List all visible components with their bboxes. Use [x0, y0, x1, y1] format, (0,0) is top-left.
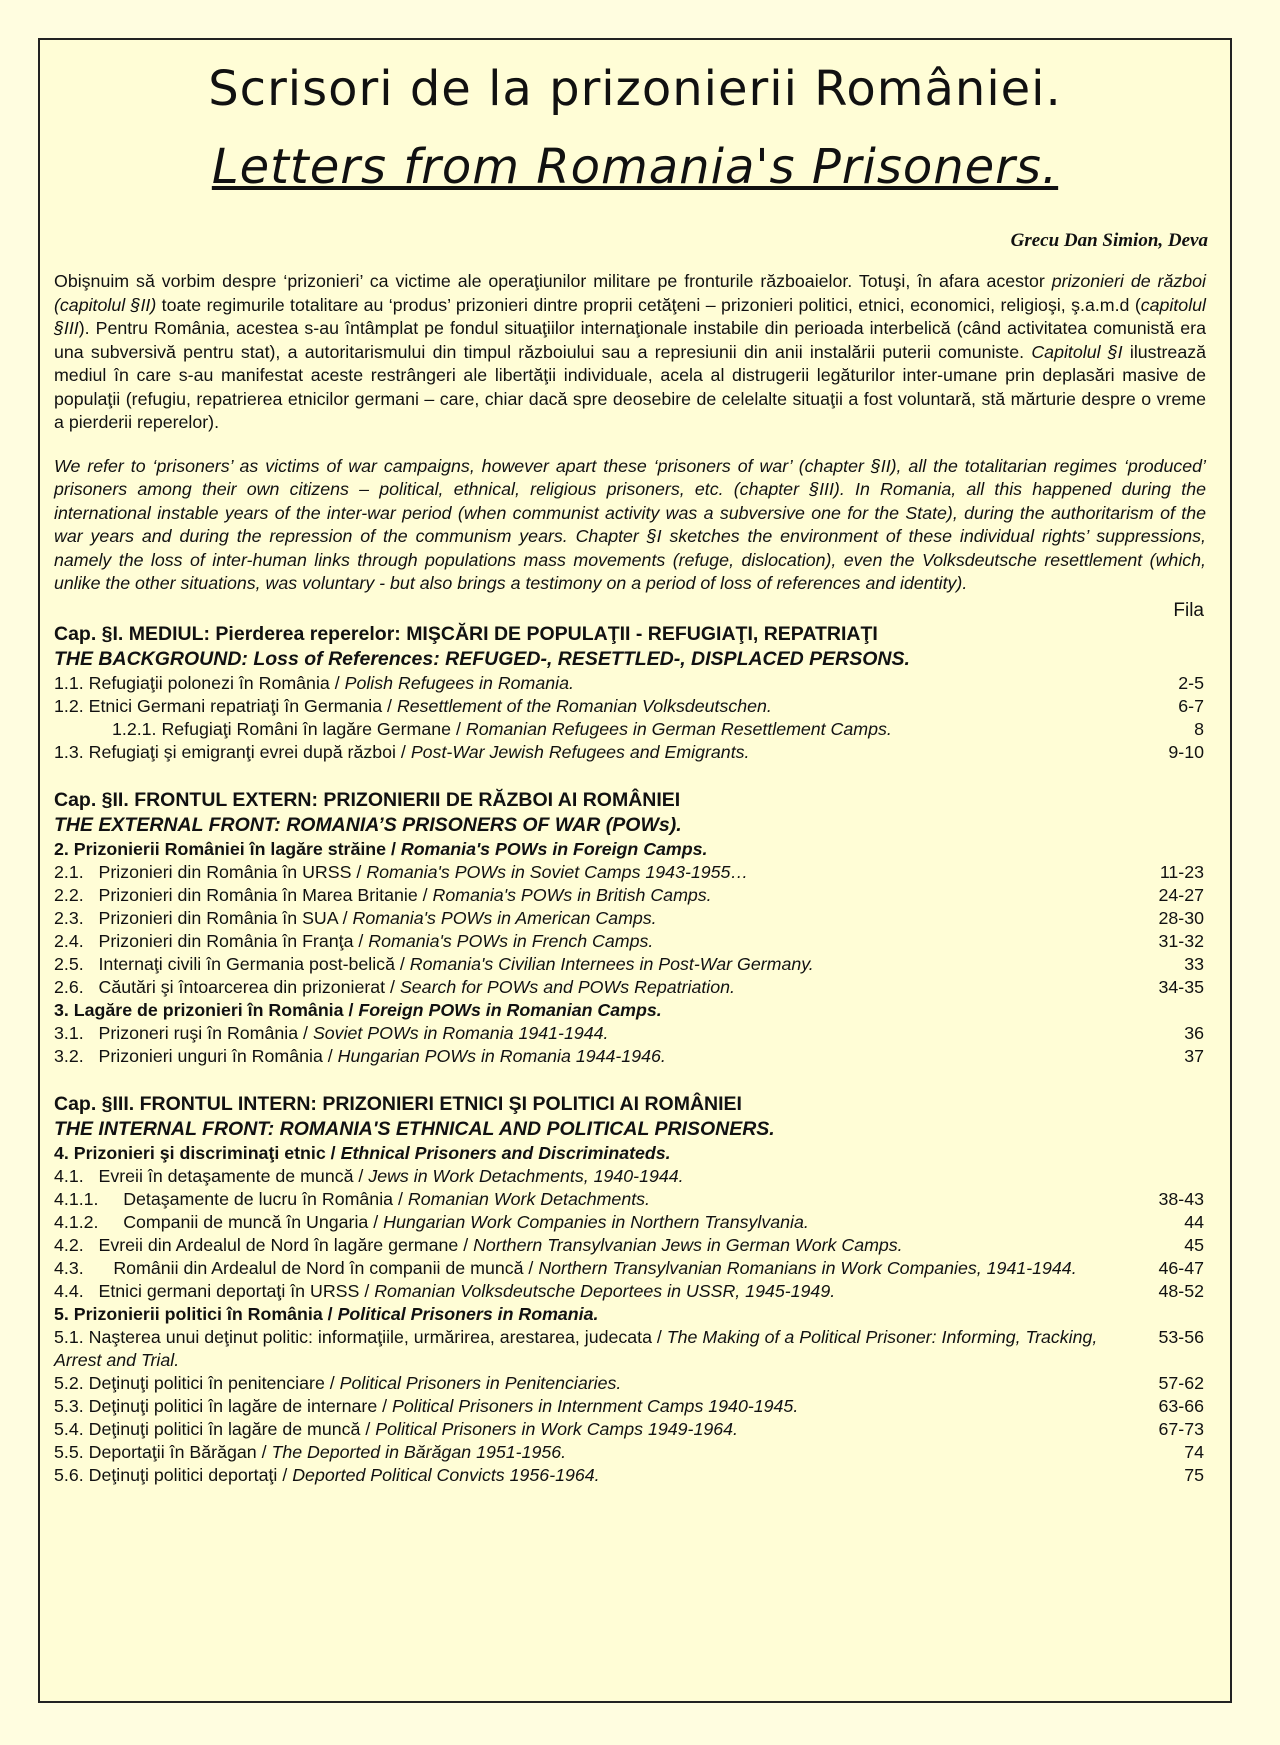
- toc-entry-ro: Refugiaţi Români în lagăre Germane /: [161, 718, 466, 739]
- toc-entry-en: Foreign POWs in Romanian Camps.: [358, 999, 662, 1020]
- toc-entry-en: Search for POWs and POWs Repatriation.: [399, 976, 735, 997]
- toc-page-number: 24-27: [1158, 884, 1204, 905]
- toc-entry-ro: Românii din Ardealul de Nord în companii de muncă /: [113, 1257, 539, 1278]
- toc-page-number: 9-10: [1168, 741, 1204, 762]
- toc-entry-text: [54, 1441, 1124, 1464]
- table-of-contents: [54, 622, 1204, 1487]
- toc-entry-text: [54, 907, 1124, 930]
- toc-entry-en: Polish Refugees in Romania.: [344, 672, 574, 693]
- toc-spacer: [54, 1068, 1204, 1092]
- toc-entry-number: 5.4.: [54, 1418, 89, 1439]
- toc-entry: [54, 1372, 1204, 1395]
- toc-entry-en: Hungarian Work Companies in Northern Transylvania.: [383, 1211, 809, 1232]
- toc-entry: [54, 1441, 1204, 1464]
- toc-entry-en: Jews in Work Detachments, 1940-1944.: [368, 1165, 684, 1186]
- toc-page-number: 63-66: [1158, 1395, 1204, 1416]
- toc-entry: [54, 1257, 1204, 1280]
- toc-entry: [54, 1280, 1204, 1303]
- toc-entry-number: 3.2.: [54, 1045, 99, 1066]
- toc-entry-text: [54, 1234, 1124, 1257]
- intro-ro-segment: ilustrează mediul în care s-au manifestat aceste restrângeri ale libertăţii individuale, acela al distrugerii legăturilor inter-umane prin deplasări masive de populaţii (refugiu, repatrierea etnicilor germani – care, chiar dacă spre deosebire de celelalte situaţii a fost voluntară, stă mărturie despre o vreme a pierderii reperelor).: [54, 341, 1206, 432]
- toc-entry-ro: Companii de muncă în Ungaria /: [123, 1211, 384, 1232]
- toc-entry-number: 1.2.: [54, 695, 89, 716]
- toc-entry-ro: Internaţi civili în Germania post-belică /: [98, 953, 410, 974]
- toc-entry-text: [54, 999, 1204, 1022]
- toc-entry: [54, 1326, 1204, 1372]
- toc-entry: [54, 907, 1204, 930]
- toc-entry-number: 2.4.: [54, 930, 99, 951]
- toc-entry-en: Ethnical Prisoners and Discriminateds.: [340, 1142, 671, 1163]
- toc-entry: [54, 741, 1204, 764]
- toc-entry-number: 5.6.: [54, 1464, 89, 1485]
- toc-entry-text: [54, 953, 1124, 976]
- chapter-heading-en: THE INTERNAL FRONT: ROMANIA'S ETHNICAL AND POLITICAL PRISONERS.: [54, 1117, 775, 1140]
- toc-entry-text: [54, 1280, 1124, 1303]
- toc-page-number: 57-62: [1158, 1372, 1204, 1393]
- toc-entry-text: [54, 1372, 1124, 1395]
- toc-entry: [54, 1395, 1204, 1418]
- toc-entry-number: 2.3.: [54, 907, 99, 928]
- toc-entry-ro: 5. Prizonierii politici în România /: [54, 1303, 338, 1324]
- toc-entry-en: Romania's POWs in Soviet Camps 1943-1955…: [366, 861, 749, 882]
- toc-entry-ro: Detaşamente de lucru în România /: [123, 1188, 408, 1209]
- toc-entry: [54, 695, 1204, 718]
- toc-page-number: 74: [1184, 1441, 1204, 1462]
- title-ro: Scrisori de la prizonierii României.: [208, 61, 1062, 117]
- toc-page-number: 38-43: [1158, 1188, 1204, 1209]
- toc-entry-ro: Refugiaţii polonezi în România /: [88, 672, 345, 693]
- toc-entry: [54, 718, 1204, 741]
- author: Grecu Dan Simion, Deva: [1010, 230, 1208, 251]
- toc-entry: [54, 861, 1204, 884]
- toc-entry: [54, 976, 1204, 999]
- toc-entry: [54, 1022, 1204, 1045]
- toc-entry: [54, 1418, 1204, 1441]
- toc-entry-text: [54, 672, 1124, 695]
- toc-entry-en: Deported Political Convicts 1956-1964.: [292, 1464, 600, 1485]
- title-en: Letters from Romania's Prisoners.: [211, 139, 1059, 195]
- toc-entry-number: 4.2.: [54, 1234, 99, 1255]
- toc-entry-ro: Deţinuţi politici deportaţi /: [88, 1464, 293, 1485]
- toc-page-number: 34-35: [1158, 976, 1204, 997]
- toc-page-number: 44: [1184, 1211, 1204, 1232]
- chapter-heading-en: THE EXTERNAL FRONT: ROMANIA’S PRISONERS OF WAR (POWs).: [54, 813, 682, 836]
- document-frame: [38, 38, 1232, 1703]
- toc-entry-en: Romania's POWs in British Camps.: [432, 884, 712, 905]
- toc-entry-number: 4.1.: [54, 1165, 99, 1186]
- toc-entry-ro: Prizonieri din România în SUA /: [98, 907, 353, 928]
- toc-entry-en: The Making of a Political Prisoner: Informing, Tracking, Arrest and Trial.: [54, 1326, 1098, 1370]
- toc-entry-ro: 4. Prizonieri şi discriminaţi etnic /: [54, 1142, 341, 1163]
- toc-entry-ro: Prizonieri din România în URSS /: [98, 861, 367, 882]
- toc-entry: [54, 672, 1204, 695]
- intro-ro: [54, 270, 1206, 435]
- toc-entry-en: Romanian Refugees in German Resettlement Camps.: [465, 718, 892, 739]
- toc-entry-text: [54, 976, 1124, 999]
- toc-entry-number: 5.2.: [54, 1372, 89, 1393]
- toc-entry-text: [54, 1165, 1124, 1188]
- toc-entry-text: [112, 718, 1124, 741]
- toc-entry-ro: Deţinuţi politici în lagăre de muncă /: [88, 1418, 376, 1439]
- toc-entry-ro: Căutări şi întoarcerea din prizonierat /: [98, 976, 400, 997]
- toc-entry-text: [54, 1188, 1124, 1211]
- toc-page-number: 31-32: [1158, 930, 1204, 951]
- chapter-heading: Cap. §I. MEDIUL: Pierderea reperelor: MIŞCĂRI DE POPULAŢII - REFUGIAŢI, REPATRIAŢI: [54, 622, 878, 645]
- toc-entry-number: 3.1.: [54, 1022, 99, 1043]
- toc-page-number: 36: [1184, 1022, 1204, 1043]
- toc-entry: [54, 884, 1204, 907]
- toc-entry-number: 5.5.: [54, 1441, 89, 1462]
- chapter-heading: Cap. §III. FRONTUL INTERN: PRIZONIERI ETNICI ŞI POLITICI AI ROMÂNIEI: [54, 1092, 742, 1115]
- toc-page-number: 6-7: [1178, 695, 1204, 716]
- toc-entry-en: Romania's POWs in French Camps.: [368, 930, 654, 951]
- toc-entry-en: Romania's Civilian Internees in Post-War Germany.: [409, 953, 814, 974]
- toc-entry-text: [54, 741, 1124, 764]
- toc-entry-text: [54, 1045, 1124, 1068]
- intro-ro-segment: prizonieri de război (capitolul §II): [54, 271, 1206, 315]
- toc-page-number: 28-30: [1158, 907, 1204, 928]
- toc-entry-en: Romanian Work Detachments.: [407, 1188, 650, 1209]
- toc-entry-ro: 2. Prizonierii României în lagăre străine /: [54, 838, 401, 859]
- toc-entry: [54, 1188, 1204, 1211]
- toc-entry: [54, 1464, 1204, 1487]
- toc-entry-ro: Deţinuţi politici în lagăre de internare /: [88, 1395, 393, 1416]
- toc-entry-text: [54, 1326, 1124, 1372]
- toc-entry-en: Romania's POWs in Foreign Camps.: [400, 838, 708, 859]
- toc-entry: [54, 1165, 1204, 1188]
- toc-page-number: 75: [1184, 1464, 1204, 1485]
- toc-page-number: 2-5: [1178, 672, 1204, 693]
- toc-entry-en: Hungarian POWs in Romania 1944-1946.: [337, 1045, 666, 1066]
- chapter-heading-en: THE BACKGROUND: Loss of References: REFUGED-, RESETTLED-, DISPLACED PERSONS.: [54, 647, 910, 670]
- toc-page-number: 45: [1184, 1234, 1204, 1255]
- toc-entry-number: 4.3.: [54, 1257, 114, 1278]
- toc-entry-number: 5.1.: [54, 1326, 89, 1347]
- toc-page-number: 48-52: [1158, 1280, 1204, 1301]
- toc-entry-text: [54, 695, 1124, 718]
- toc-entry-en: Political Prisoners in Work Camps 1949-1964.: [375, 1418, 738, 1439]
- toc-entry-text: [54, 1303, 1204, 1326]
- toc-entry-en: Soviet POWs in Romania 1941-1944.: [312, 1022, 609, 1043]
- toc-section: [54, 838, 1204, 861]
- toc-entry-ro: Prizoneri ruşi în România /: [98, 1022, 313, 1043]
- toc-entry-ro: Prizonieri din România în Marea Britanie /: [98, 884, 433, 905]
- toc-page-number: 46-47: [1158, 1257, 1204, 1278]
- toc-spacer: [54, 764, 1204, 788]
- chapter-heading: Cap. §II. FRONTUL EXTERN: PRIZONIERII DE RĂZBOI AI ROMÂNIEI: [54, 788, 681, 811]
- toc-entry-en: Northern Transylvanian Jews in German Work Camps.: [473, 1234, 903, 1255]
- toc-entry-number: 1.3.: [54, 741, 89, 762]
- toc-page-number: 53-56: [1158, 1326, 1204, 1347]
- toc-entry-ro: 3. Lagăre de prizonieri în România /: [54, 999, 359, 1020]
- toc-entry-number: 2.6.: [54, 976, 99, 997]
- toc-entry-text: [54, 1464, 1124, 1487]
- toc-entry-number: 4.1.1.: [54, 1188, 124, 1209]
- toc-entry: [54, 930, 1204, 953]
- toc-entry-number: 1.1.: [54, 672, 89, 693]
- toc-entry-en: Political Prisoners in Romania.: [337, 1303, 599, 1324]
- toc-entry-text: [54, 1142, 1204, 1165]
- toc-entry: [54, 1045, 1204, 1068]
- toc-entry-text: [54, 1211, 1124, 1234]
- fila-header: Fila: [1173, 599, 1204, 621]
- toc-entry-ro: Etnici germani deportaţi în URSS /: [98, 1280, 375, 1301]
- toc-entry-ro: Deţinuţi politici în penitenciare /: [88, 1372, 340, 1393]
- toc-entry-en: Resettlement of the Romanian Volksdeutschen.: [396, 695, 772, 716]
- toc-entry-text: [54, 884, 1124, 907]
- toc-entry-number: 4.1.2.: [54, 1211, 124, 1232]
- toc-page-number: 11-23: [1159, 861, 1204, 882]
- toc-section: [54, 1142, 1204, 1165]
- intro-en: We refer to ‘prisoners’ as victims of war campaigns, however apart these ‘prisoners of war’ (chapter §II), all the totalitarian regimes ‘produced’ prisoners among their own citizens – political, ethnical, religious prisoners, etc. (chapter §III). In Romania, all this happened during the international instable years of the inter-war period (when communist activity was a subversive one for the State), during the authoritarism of the war years and during the repression of the communism years. Chapter §I sketches the environment of these individual rights’ suppressions, namely the loss of inter-human links through populations mass movements (refuge, dislocation), even the Volksdeutsche resettlement (which, unlike the other situations, was voluntary - but also brings a testimony on a period of loss of references and identity).: [54, 455, 1206, 593]
- toc-entry-ro: Naşterea unui deţinut politic: informaţiile, urmărirea, arestarea, judecata /: [88, 1326, 667, 1347]
- toc-entry-text: [54, 930, 1124, 953]
- toc-entry-number: 2.5.: [54, 953, 99, 974]
- intro-ro-segment: Capitolul §I: [1031, 341, 1123, 362]
- toc-section: [54, 1303, 1204, 1326]
- toc-entry-number: 1.2.1.: [112, 718, 162, 739]
- toc-entry-en: Political Prisoners in Internment Camps 1940-1945.: [392, 1395, 799, 1416]
- toc-entry-ro: Etnici Germani repatriaţi în Germania /: [88, 695, 397, 716]
- toc-entry-ro: Evreii în detaşamente de muncă /: [98, 1165, 369, 1186]
- toc-entry-number: 4.4.: [54, 1280, 99, 1301]
- toc-entry: [54, 953, 1204, 976]
- toc-page-number: 33: [1184, 953, 1204, 974]
- toc-entry-text: [54, 1257, 1124, 1280]
- toc-entry-text: [54, 838, 1204, 861]
- toc-entry-number: 2.2.: [54, 884, 99, 905]
- toc-page-number: 8: [1194, 718, 1204, 739]
- toc-entry-text: [54, 861, 1124, 884]
- toc-entry-number: 2.1.: [54, 861, 99, 882]
- toc-entry-ro: Deportaţii în Bărăgan /: [88, 1441, 272, 1462]
- toc-entry: [54, 1211, 1204, 1234]
- toc-page-number: 37: [1184, 1045, 1204, 1066]
- toc-entry-en: Political Prisoners in Penitenciaries.: [339, 1372, 622, 1393]
- intro-ro-segment: toate regimurile totalitare au ‘produs’ prizonieri dintre proprii cetăţeni – prizonieri politici, etnici, economici, religioşi, ş.a.m.d (: [156, 294, 1141, 315]
- toc-entry-ro: Prizonieri din România în Franţa /: [98, 930, 369, 951]
- toc-entry-en: Romania's POWs in American Camps.: [352, 907, 657, 928]
- toc-entry-text: [54, 1395, 1124, 1418]
- toc-entry-ro: Prizonieri unguri în România /: [98, 1045, 338, 1066]
- toc-entry-text: [54, 1022, 1124, 1045]
- toc-entry-en: The Deported in Bărăgan 1951-1956.: [271, 1441, 567, 1462]
- toc-entry-text: [54, 1418, 1124, 1441]
- toc-entry-number: 5.3.: [54, 1395, 89, 1416]
- intro-ro-segment: capitolul §III: [54, 294, 1206, 338]
- toc-entry-ro: Evreii din Ardealul de Nord în lagăre germane /: [98, 1234, 474, 1255]
- toc-entry: [54, 1234, 1204, 1257]
- toc-page-number: 67-73: [1158, 1418, 1204, 1439]
- toc-entry-en: Post-War Jewish Refugees and Emigrants.: [410, 741, 750, 762]
- toc-section: [54, 999, 1204, 1022]
- toc-entry-en: Romanian Volksdeutsche Deportees in USSR, 1945-1949.: [374, 1280, 836, 1301]
- intro-ro-segment: ). Pentru România, acestea s-au întâmplat pe fondul situaţiilor internaţionale instabile din perioada interbelică (când activitatea comunistă era una subversivă pentru stat), a autoritarismului din timpul războiului sau a represiunii din anii instalării puterii comuniste.: [54, 318, 1206, 362]
- intro-ro-segment: Obişnuim să vorbim despre ‘prizonieri’ ca victime ale operaţiunilor militare pe fronturile războaielor. Totuşi, în afara acestor: [54, 271, 1052, 291]
- toc-entry-ro: Refugiaţi şi emigranţi evrei după război /: [88, 741, 411, 762]
- toc-entry-en: Northern Transylvanian Romanians in Work Companies, 1941-1944.: [538, 1257, 1077, 1278]
